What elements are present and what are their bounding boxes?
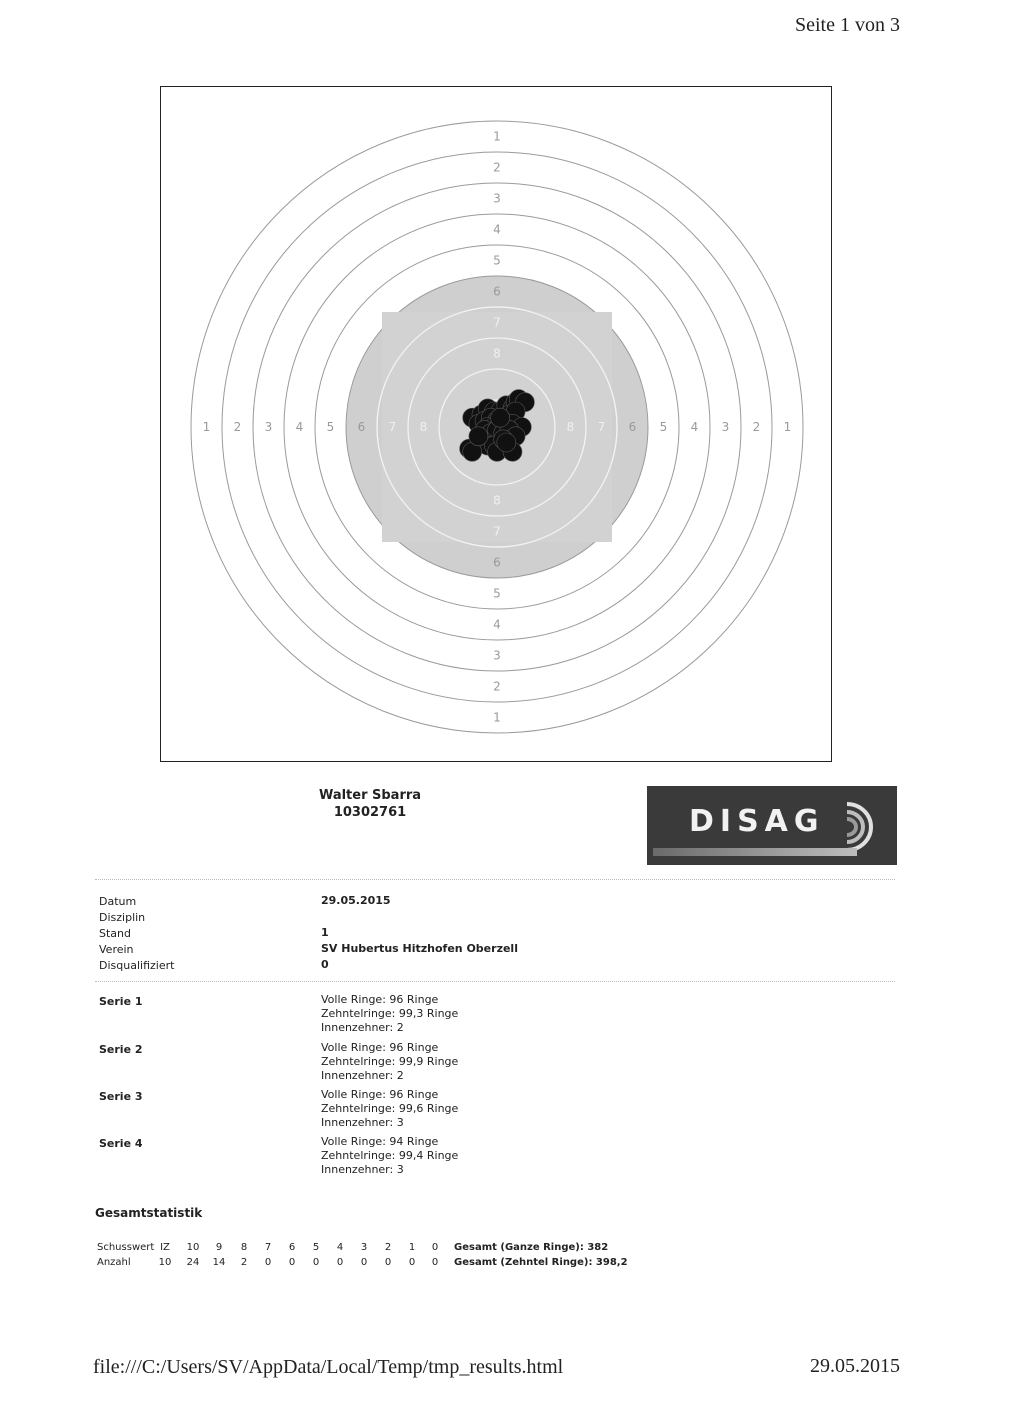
series-inner-tens: Innenzehner: 2 [321,1021,404,1034]
ring-number: 7 [493,315,501,330]
ring-number: 2 [233,420,242,434]
series-results [321,993,458,1035]
stats-value-cell: 9 [215,1242,223,1253]
target-image [160,86,832,762]
stats-count-cell: 0 [336,1257,344,1268]
value-datum: 29.05.2015 [321,894,391,907]
stats-value-cell: 6 [288,1242,296,1253]
series-title: Serie 3 [99,1090,143,1103]
ring-number: 4 [690,420,699,434]
shooting-target [161,87,833,763]
ring-number: 4 [493,222,501,237]
stats-total-tenths: Gesamt (Zehntel Ringe): 398,2 [454,1257,628,1268]
series-results [321,1041,458,1083]
ring-number: 3 [264,420,273,434]
ring-number: 1 [493,710,501,725]
stats-count-cell: 2 [240,1257,248,1268]
divider [95,879,895,880]
stats-value-cell: 5 [312,1242,320,1253]
series-full-rings: Volle Ringe: 96 Ringe [321,1041,439,1054]
stats-total-full: Gesamt (Ganze Ringe): 382 [454,1242,609,1253]
series-full-rings: Volle Ringe: 94 Ringe [321,1135,439,1148]
stats-count-cell: 0 [384,1257,392,1268]
label-disziplin: Disziplin [99,911,146,924]
stats-heading: Gesamtstatistik [95,1206,203,1220]
value-verein: SV Hubertus Hitzhofen Oberzell [321,942,518,955]
ring-number: 1 [202,420,211,434]
stats-count-cell: 0 [408,1257,416,1268]
ring-number: 3 [493,191,501,206]
series-title: Serie 4 [99,1137,143,1150]
ring-number: 5 [326,420,335,434]
shot-hole [491,408,510,427]
shooter-name: Walter Sbarra [318,788,422,803]
stats-value-cell: 1 [408,1242,416,1253]
stats-row-label: Anzahl [97,1257,131,1268]
ring-number: 8 [493,493,501,508]
ring-number: 3 [721,420,730,434]
stats-count-cell: 0 [360,1257,368,1268]
shooter-info [300,787,440,821]
footer-file-path: file:///C:/Users/SV/AppData/Local/Temp/tmp_results.html [93,1356,564,1378]
ring-number: 2 [752,420,761,434]
shooter-id: 10302761 [333,805,407,820]
ring-number: 5 [659,420,668,434]
ring-number: 8 [493,346,501,361]
logo-text: DISAG [689,804,825,839]
ring-number: 7 [597,420,606,434]
disag-logo [647,786,897,865]
stats-count-cell: 0 [431,1257,439,1268]
series-inner-tens: Innenzehner: 2 [321,1069,404,1082]
ring-number: 8 [566,420,575,434]
stats-value-cell: 7 [264,1242,272,1253]
stats-count-cell: 0 [312,1257,320,1268]
stats-count-cell: 10 [158,1257,172,1268]
ring-number: 6 [628,420,637,434]
ring-number: 5 [493,253,501,268]
stats-value-cell: 3 [360,1242,368,1253]
ring-number: 1 [783,420,792,434]
stats-value-cell: 10 [186,1242,200,1253]
series-full-rings: Volle Ringe: 96 Ringe [321,993,439,1006]
ring-number: 2 [493,679,501,694]
page-indicator: Seite 1 von 3 [795,14,900,36]
divider [95,981,895,982]
series-tenth-rings: Zehntelringe: 99,4 Ringe [321,1149,459,1162]
ring-number: 6 [493,555,501,570]
ring-number: 4 [493,617,501,632]
label-datum: Datum [99,895,137,908]
stats-value-row [97,1242,657,1256]
stats-count-cell: 0 [288,1257,296,1268]
footer-date: 29.05.2015 [810,1355,900,1377]
label-stand: Stand [99,927,131,940]
series-results [321,1135,458,1177]
ring-number: 4 [295,420,304,434]
stats-value-cell: 8 [240,1242,248,1253]
stats-count-row [97,1257,657,1271]
stats-count-cell: 14 [212,1257,226,1268]
ring-number: 3 [493,648,501,663]
ring-number: 6 [357,420,366,434]
ring-number: 7 [493,524,501,539]
label-disqualifiziert: Disqualifiziert [99,959,175,972]
series-tenth-rings: Zehntelringe: 99,6 Ringe [321,1102,459,1115]
stats-value-cell: IZ [160,1242,170,1253]
series-inner-tens: Innenzehner: 3 [321,1163,404,1176]
shot-hole [497,433,516,452]
value-disqualifiziert: 0 [321,958,329,971]
series-inner-tens: Innenzehner: 3 [321,1116,404,1129]
ring-number: 2 [493,160,501,175]
stats-value-cell: 2 [384,1242,392,1253]
label-verein: Verein [99,943,134,956]
ring-number: 5 [493,586,501,601]
stats-count-cell: 24 [186,1257,200,1268]
series-title: Serie 1 [99,995,143,1008]
ring-number: 7 [388,420,397,434]
stats-value-cell: 4 [336,1242,344,1253]
series-tenth-rings: Zehntelringe: 99,3 Ringe [321,1007,459,1020]
series-title: Serie 2 [99,1043,143,1056]
shot-hole [469,427,488,446]
logo-stripe [653,848,857,856]
stats-value-cell: 0 [431,1242,439,1253]
stats-count-cell: 0 [264,1257,272,1268]
series-full-rings: Volle Ringe: 96 Ringe [321,1088,439,1101]
ring-number: 6 [493,284,501,299]
ring-number: 8 [419,420,428,434]
value-stand: 1 [321,926,329,939]
series-tenth-rings: Zehntelringe: 99,9 Ringe [321,1055,459,1068]
ring-number: 1 [493,129,501,144]
series-results [321,1088,458,1130]
stats-row-label: Schusswert [97,1242,155,1253]
